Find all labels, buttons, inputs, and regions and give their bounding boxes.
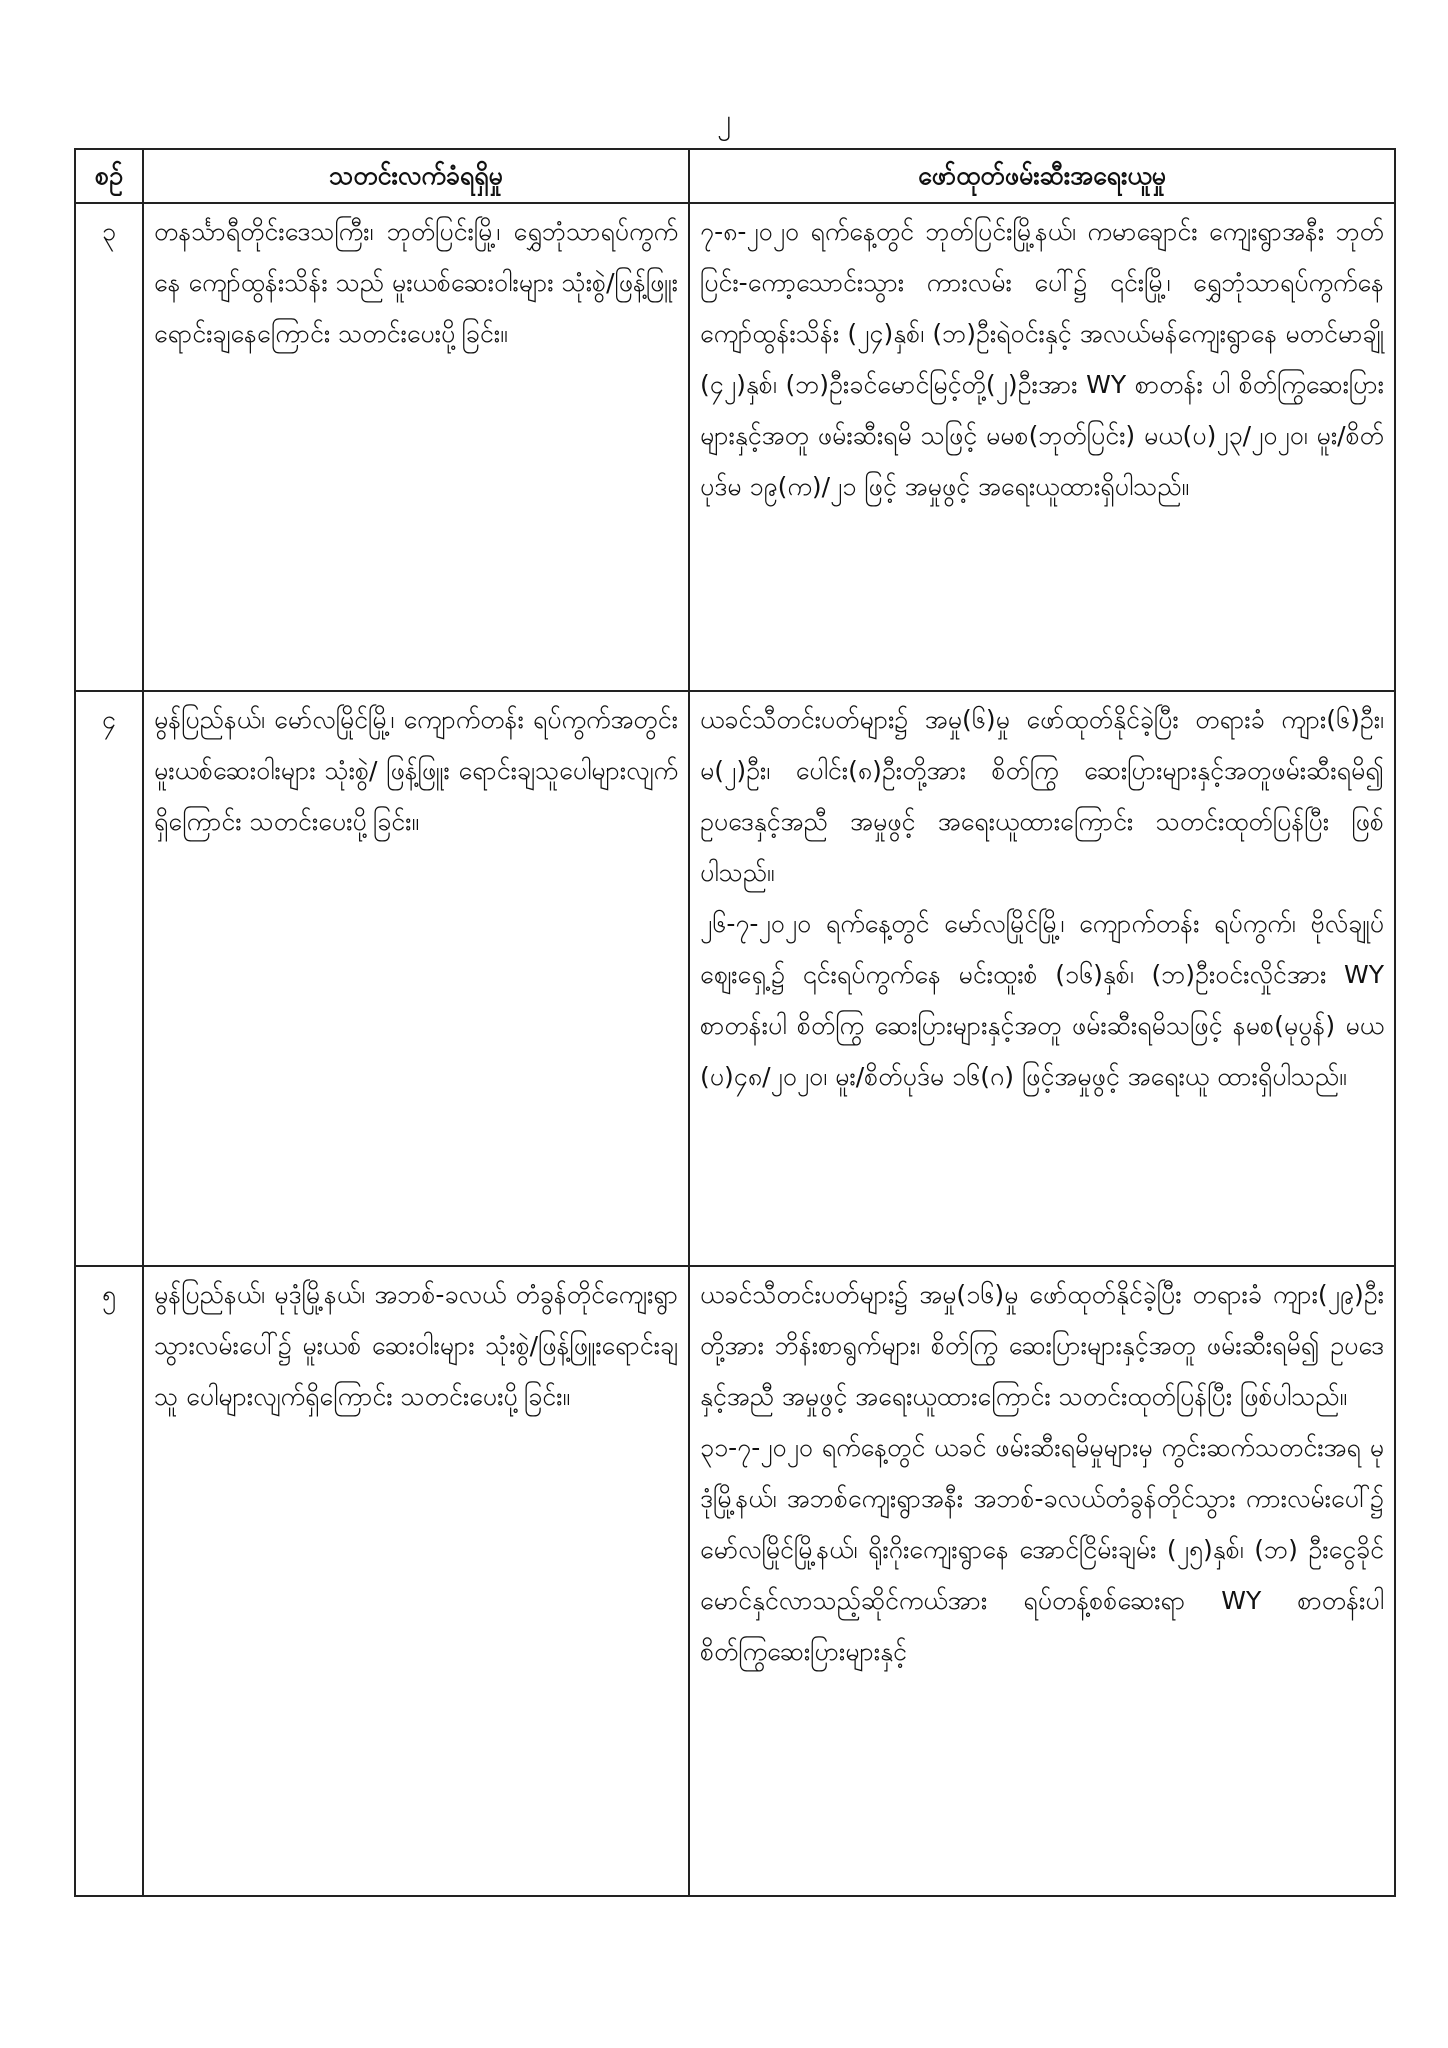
header-received: သတင်းလက်ခံရရှိမှု	[143, 149, 689, 203]
row-number: ၃	[75, 203, 143, 691]
row-number: ၄	[75, 691, 143, 1266]
received-info: တနင်္သာရီတိုင်းဒေသကြီး၊ ဘုတ်ပြင်းမြို့၊ ရွှေဘုံသာရပ်ကွက်နေ ကျော်ထွန်းသိန်း သည် မူးယစ်ဆေးဝါးများ သုံးစွဲ/ဖြန့်ဖြူး ရောင်းချနေကြောင်း သတင်းပေးပို့ခြင်း။	[143, 203, 689, 691]
action-taken	[689, 1266, 1395, 1896]
header-no: စဉ်	[75, 149, 143, 203]
report-table	[74, 148, 1396, 1897]
received-info: မွန်ပြည်နယ်၊ မုဒုံမြို့နယ်၊ အဘစ်-ခလယ် တံခွန်တိုင်ကျေးရွာသွားလမ်းပေါ်၌ မူးယစ် ဆေးဝါးများ သုံးစွဲ/ဖြန့်ဖြူးရောင်းချသူ ပေါများလျက်ရှိကြောင်း သတင်းပေးပို့ခြင်း။	[143, 1266, 689, 1896]
action-taken	[689, 691, 1395, 1266]
action-paragraph: ယခင်သီတင်းပတ်များ၌ အမှု(၁၆)မှု ဖော်ထုတ်နိုင်ခဲ့ပြီး တရားခံ ကျား(၂၉)ဦးတို့အား ဘိန်းစာရွက်များ၊ စိတ်ကြွ ဆေးပြားများနှင့်အတူ ဖမ်းဆီးရမိ၍ ဥပဒေနှင့်အညီ အမှုဖွင့် အရေးယူထားကြောင်း သတင်းထုတ်ပြန်ပြီး ဖြစ်ပါသည်။	[700, 1280, 1384, 1411]
action-paragraph: ယခင်သီတင်းပတ်များ၌ အမှု(၆)မှု ဖော်ထုတ်နိုင်ခဲ့ပြီး တရားခံ ကျား(၆)ဦး၊ မ(၂)ဦး၊ ပေါင်း(၈)ဦးတို့အား စိတ်ကြွ ဆေးပြားများနှင့်အတူဖမ်းဆီးရမိ၍ ဥပဒေနှင့်အညီ အမှုဖွင့် အရေးယူထားကြောင်း သတင်းထုတ်ပြန်ပြီး ဖြစ်ပါသည်။	[700, 705, 1384, 887]
action-paragraph: ၇-၈-၂၀၂၀ ရက်နေ့တွင် ဘုတ်ပြင်းမြို့နယ်၊ ကမာချောင်း ကျေးရွာအနီး ဘုတ်ပြင်း-ကော့သောင်းသွား ကားလမ်း ပေါ်၌ ၎င်းမြို့၊ ရွှေဘုံသာရပ်ကွက်နေ ကျော်ထွန်းသိန်း (၂၄)နှစ်၊ (ဘ)ဦးရဲဝင်းနှင့် အလယ်မန်ကျေးရွာနေ မတင်မာချို (၄၂)နှစ်၊ (ဘ)ဦးခင်မောင်မြင့်တို့(၂)ဦးအား WY စာတန်း ပါ စိတ်ကြွဆေးပြားများနှင့်အတူ ဖမ်းဆီးရမိ သဖြင့် မမစ(ဘုတ်ပြင်း) မယ(ပ)၂၃/၂၀၂၀၊ မူး/စိတ်ပုဒ်မ ၁၉(က)/၂၁ ဖြင့် အမှုဖွင့် အရေးယူထားရှိပါသည်။	[700, 217, 1384, 501]
action-taken	[689, 203, 1395, 691]
table-header-row	[75, 149, 1395, 203]
action-paragraph: ၂၆-၇-၂၀၂၀ ရက်နေ့တွင် မော်လမြိုင်မြို့၊ ကျောက်တန်း ရပ်ကွက်၊ ဗိုလ်ချုပ်ဈေးရှေ့၌ ၎င်းရပ်ကွက်နေ မင်းထူးစံ (၁၆)နှစ်၊ (ဘ)ဦးဝင်းလှိုင်အား WY စာတန်းပါ စိတ်ကြွ ဆေးပြားများနှင့်အတူ ဖမ်းဆီးရမိသဖြင့် နမစ(မုပွန်) မယ (ပ)၄၈/၂၀၂၀၊ မူး/စိတ်ပုဒ်မ ၁၆(ဂ) ဖြင့်အမှုဖွင့် အရေးယူ ထားရှိပါသည်။	[700, 909, 1384, 1091]
table-row	[75, 1266, 1395, 1896]
table-row	[75, 691, 1395, 1266]
received-info: မွန်ပြည်နယ်၊ မော်လမြိုင်မြို့၊ ကျောက်တန်း ရပ်ကွက်အတွင်း မူးယစ်ဆေးဝါးများ သုံးစွဲ/ ဖြန့်ဖြူး ရောင်းချသူပေါများလျက်ရှိကြောင်း သတင်းပေးပို့ခြင်း။	[143, 691, 689, 1266]
header-action: ဖော်ထုတ်ဖမ်းဆီးအရေးယူမှု	[689, 149, 1395, 203]
page-number: ၂	[717, 103, 731, 136]
table-row	[75, 203, 1395, 691]
action-paragraph: ၃၁-၇-၂၀၂၀ ရက်နေ့တွင် ယခင် ဖမ်းဆီးရမိမှုများမှ ကွင်းဆက်သတင်းအရ မုဒုံမြို့နယ်၊ အဘစ်ကျေးရွာအနီး အဘစ်-ခလယ်တံခွန်တိုင်သွား ကားလမ်းပေါ်၌ မော်လမြိုင်မြို့နယ်၊ ရိုးဂိုးကျေးရွာနေ အောင်ငြိမ်းချမ်း (၂၅)နှစ်၊ (ဘ) ဦးငွေခိုင်မောင်နှင်လာသည့်ဆိုင်ကယ်အား ရပ်တန့်စစ်ဆေးရာ WY စာတန်းပါ စိတ်ကြွဆေးပြားများနှင့်	[700, 1433, 1384, 1666]
row-number: ၅	[75, 1266, 143, 1896]
